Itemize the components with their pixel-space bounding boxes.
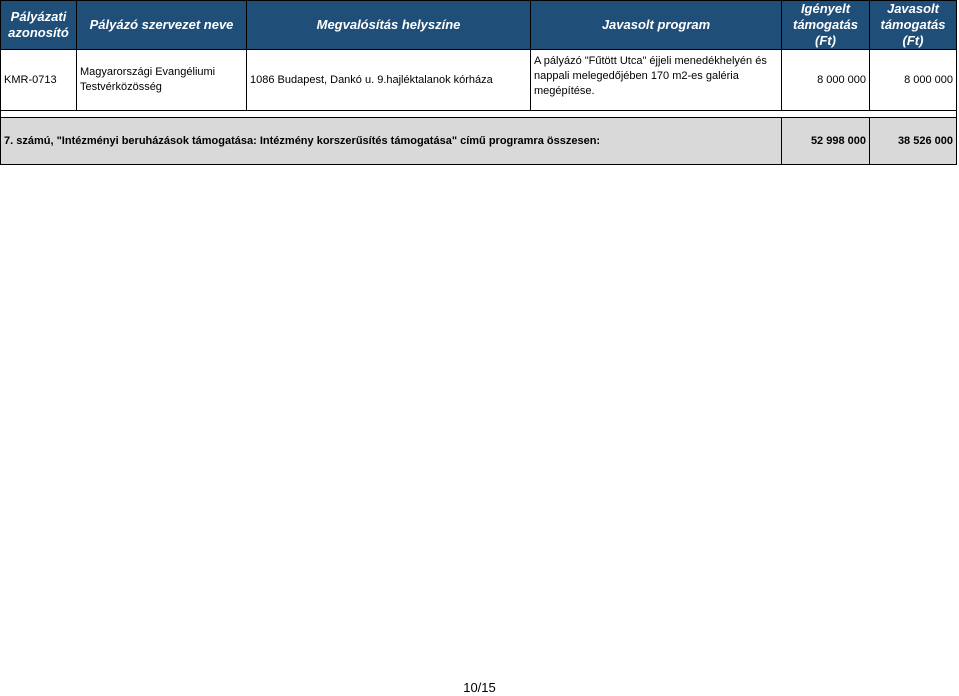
grant-table — [0, 0, 957, 165]
header-cell-location: Megvalósítás helyszíne — [247, 1, 531, 50]
header-cell-requested: Igényelt támogatás (Ft) — [782, 1, 870, 50]
cell-location: 1086 Budapest, Dankó u. 9.hajléktalanok kórháza — [247, 50, 531, 111]
summary-proposed: 38 526 000 — [870, 118, 957, 165]
summary-requested: 52 998 000 — [782, 118, 870, 165]
cell-program: A pályázó "Fűtött Utca" éjjeli menedékhelyén és nappali melegedőjében 170 m2-es galéria megépítése. — [531, 50, 782, 111]
header-cell-proposed: Javasolt támogatás (Ft) — [870, 1, 957, 50]
table-row — [1, 50, 957, 111]
header-cell-id: Pályázati azonosító — [1, 1, 77, 50]
summary-row — [1, 118, 957, 165]
spreadsheet-page — [0, 0, 959, 165]
cell-proposed: 8 000 000 — [870, 50, 957, 111]
summary-label: 7. számú, "Intézményi beruházások támogatása: Intézmény korszerűsítés támogatása" című programra összesen: — [1, 118, 782, 165]
cell-org: Magyarországi Evangéliumi Testvérközösség — [77, 50, 247, 111]
cell-id: KMR-0713 — [1, 50, 77, 111]
page-number: 10/15 — [463, 680, 496, 695]
table-header-row — [1, 1, 957, 50]
header-cell-program: Javasolt program — [531, 1, 782, 50]
header-cell-org: Pályázó szervezet neve — [77, 1, 247, 50]
spacer-row — [1, 111, 957, 118]
cell-requested: 8 000 000 — [782, 50, 870, 111]
spacer-cell — [1, 111, 957, 118]
